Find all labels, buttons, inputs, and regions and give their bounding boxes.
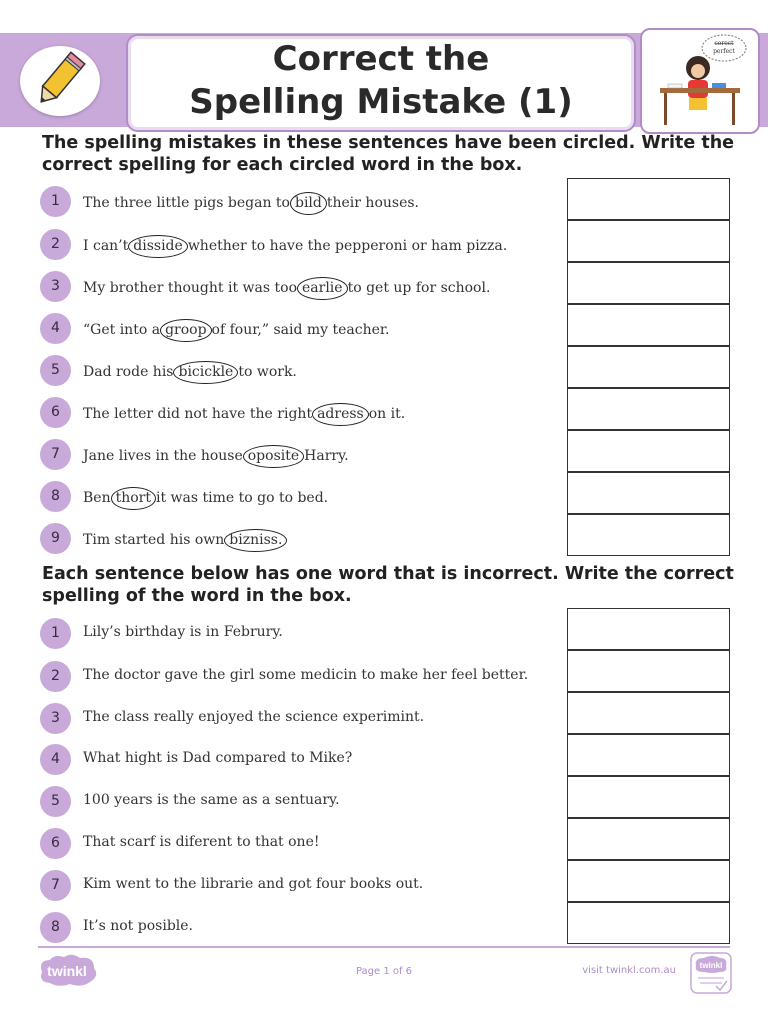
question-row <box>40 354 560 386</box>
sentence <box>83 361 297 384</box>
question-row <box>40 702 560 734</box>
question-row <box>40 228 560 260</box>
sentence <box>83 403 405 426</box>
sentence-after: whether to have the pepperoni or ham pizza. <box>187 238 508 254</box>
sentence: 100 years is the same as a sentuary. <box>83 792 340 808</box>
question-row <box>40 743 560 775</box>
question-number: 3 <box>40 271 71 302</box>
sentence <box>83 529 287 552</box>
sentence <box>83 277 490 300</box>
page-title <box>126 38 636 124</box>
question-number: 1 <box>40 186 71 217</box>
sentence-after: of four,” said my teacher. <box>211 322 390 338</box>
circled-word: groop <box>160 319 211 342</box>
answer-box[interactable] <box>567 388 730 430</box>
question-row <box>40 312 560 344</box>
sentence-after: it was time to go to bed. <box>155 490 329 506</box>
bubble-word: perfect <box>713 48 735 55</box>
footer-divider <box>38 946 730 948</box>
sentence-before: “Get into a <box>83 322 161 338</box>
section2-instruction-line1: Each sentence below has one word that is incorrect. Write the correct <box>42 564 734 584</box>
question-row <box>40 911 560 943</box>
answer-box[interactable] <box>567 304 730 346</box>
circled-word: adress <box>312 403 369 426</box>
answer-box[interactable] <box>567 608 730 650</box>
sentence: Kim went to the librarie and got four books out. <box>83 876 424 892</box>
answer-box[interactable] <box>567 472 730 514</box>
question-number: 7 <box>40 870 71 901</box>
question-number: 7 <box>40 439 71 470</box>
sentence-before: Jane lives in the house <box>83 448 243 464</box>
question-number: 4 <box>40 744 71 775</box>
section1-instruction <box>42 132 742 176</box>
question-number: 2 <box>40 229 71 260</box>
sentence-before: The letter did not have the right <box>83 406 313 422</box>
answer-box[interactable] <box>567 734 730 776</box>
section1-instruction-line2: correct spelling for each circled word in the box. <box>42 155 523 175</box>
question-number: 1 <box>40 618 71 649</box>
question-row <box>40 396 560 428</box>
title-line-1: Correct the <box>272 39 490 79</box>
badge-logo-text: twinkl <box>699 961 723 970</box>
section1-instruction-line1: The spelling mistakes in these sentences have been circled. Write the <box>42 133 735 153</box>
answer-box[interactable] <box>567 902 730 944</box>
sentence-after: their houses. <box>326 195 419 211</box>
question-row <box>40 270 560 302</box>
sentence: What hight is Dad compared to Mike? <box>83 750 353 766</box>
question-row <box>40 869 560 901</box>
sentence-after: to work. <box>238 364 297 380</box>
answer-box[interactable] <box>567 430 730 472</box>
logo-text: twinkl <box>47 963 87 979</box>
circled-word: bizniss. <box>224 529 287 552</box>
question-row <box>40 438 560 470</box>
sentence: The class really enjoyed the science experimint. <box>83 709 425 725</box>
question-row <box>40 480 560 512</box>
sentence-after: Harry. <box>304 448 349 464</box>
answer-box[interactable] <box>567 262 730 304</box>
sentence: Lily’s birthday is in Februry. <box>83 624 283 640</box>
question-row <box>40 617 560 649</box>
pencil-icon <box>20 46 100 116</box>
sentence <box>83 319 390 342</box>
circled-word: disside <box>128 235 188 258</box>
answer-box[interactable] <box>567 776 730 818</box>
title-line-2: Spelling Mistake (1) <box>189 82 573 122</box>
answer-box[interactable] <box>567 818 730 860</box>
question-number: 8 <box>40 912 71 943</box>
question-number: 8 <box>40 481 71 512</box>
answer-box[interactable] <box>567 650 730 692</box>
question-row <box>40 785 560 817</box>
circled-word: oposite <box>243 445 304 468</box>
question-row <box>40 185 560 217</box>
sentence: That scarf is diferent to that one! <box>83 834 320 850</box>
sentence: It’s not posible. <box>83 918 193 934</box>
sentence <box>83 487 328 510</box>
answer-box[interactable] <box>567 346 730 388</box>
question-row <box>40 660 560 692</box>
sentence: The doctor gave the girl some medicin to make her feel better. <box>83 667 529 683</box>
answer-box[interactable] <box>567 692 730 734</box>
bubble-struck-word: corect <box>714 40 734 47</box>
sentence-before: I can’t <box>83 238 129 254</box>
answer-box[interactable] <box>567 220 730 262</box>
sentence <box>83 235 507 258</box>
question-number: 2 <box>40 661 71 692</box>
circled-word: thort <box>111 487 156 510</box>
circled-word: earlie <box>297 277 348 300</box>
sentence-before: Ben <box>83 490 111 506</box>
sentence-before: The three little pigs began to <box>83 195 290 211</box>
section2-instruction <box>42 563 742 607</box>
answer-box[interactable] <box>567 514 730 556</box>
question-row <box>40 827 560 859</box>
question-number: 5 <box>40 355 71 386</box>
sentence-after: on it. <box>368 406 406 422</box>
question-row <box>40 522 560 554</box>
circled-word: bild <box>290 192 327 215</box>
question-number: 6 <box>40 828 71 859</box>
girl-at-desk-illustration <box>640 28 760 134</box>
website-link[interactable]: visit twinkl.com.au <box>582 965 676 976</box>
sentence-before: My brother thought it was too <box>83 280 297 296</box>
sentence-before: Tim started his own <box>83 532 225 548</box>
answer-box[interactable] <box>567 860 730 902</box>
question-number: 9 <box>40 523 71 554</box>
sentence <box>83 445 349 468</box>
quality-badge <box>690 952 732 994</box>
sentence-after: to get up for school. <box>347 280 491 296</box>
question-number: 5 <box>40 786 71 817</box>
circled-word: bicickle <box>173 361 238 384</box>
question-number: 3 <box>40 703 71 734</box>
answer-box[interactable] <box>567 178 730 220</box>
question-number: 6 <box>40 397 71 428</box>
section2-instruction-line2: spelling of the word in the box. <box>42 586 352 606</box>
question-number: 4 <box>40 313 71 344</box>
sentence <box>83 192 419 215</box>
page-number: Page 1 of 6 <box>355 966 413 977</box>
sentence-before: Dad rode his <box>83 364 174 380</box>
